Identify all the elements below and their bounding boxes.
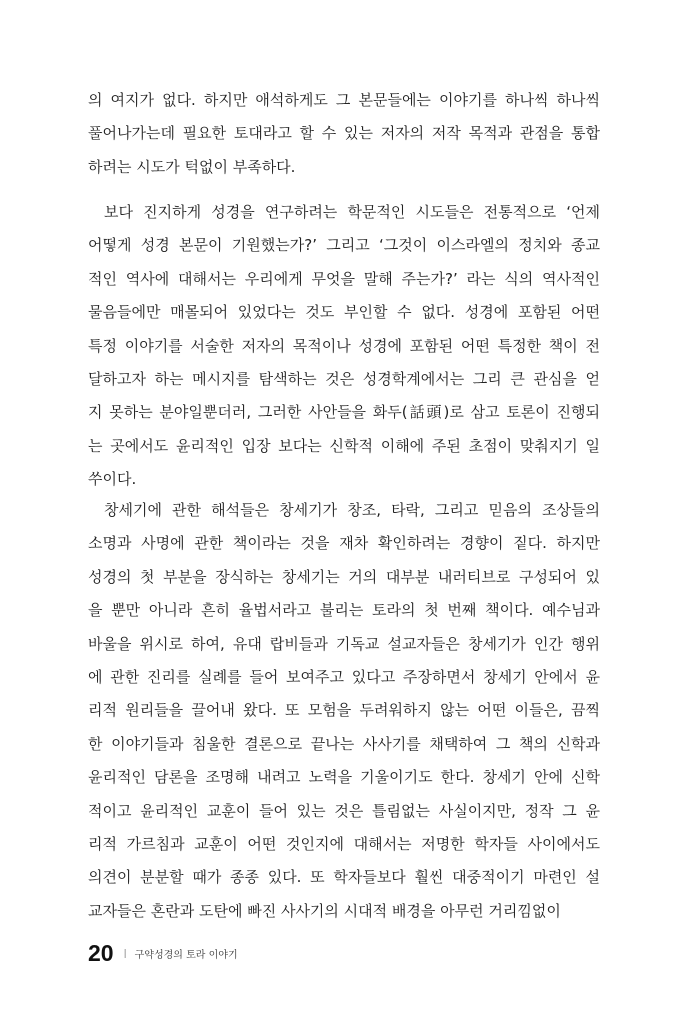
text-line: 쑤이다.	[88, 470, 137, 489]
text-line: 소명과 사명에 관한 책이라는 것을 재차 확인하려는 경향이 짙다. 하지만	[88, 534, 600, 553]
text-line: 교자들은 혼란과 도탄에 빠진 사사기의 시대적 배경을 아무런 거리낌없이	[88, 901, 561, 920]
text-line: 보다 진지하게 성경을 연구하려는 학문적인 시도들은 전통적으로 ‘언제	[104, 203, 600, 221]
text-line: 특정 이야기를 서술한 저자의 목적이나 성경에 포함된 어떤 특정한 책이 전	[88, 336, 600, 355]
text-line: 에 관한 진리를 실례를 들어 보여주고 있다고 주장하면서 창세기 안에서 윤	[88, 667, 600, 686]
text-line: 풀어나가는데 필요한 토대라고 할 수 있는 저자의 저작 목적과 관점을 통합	[88, 124, 600, 143]
text-line: 바울을 위시로 하여, 유대 랍비들과 기독교 설교자들은 창세기가 인간 행위	[88, 634, 600, 653]
running-title: 구약성경의 토라 이야기	[134, 950, 238, 961]
text-line: 달하고자 하는 메시지를 탐색하는 것은 성경학계에서는 그리 큰 관심을 얻	[88, 369, 600, 388]
paragraph-1	[88, 84, 600, 184]
text-line: 는 곳에서도 윤리적인 입장 보다는 신학적 이해에 주된 초점이 맞춰지기 일	[88, 436, 600, 455]
text-line: 을 뿐만 아니라 흔히 율법서라고 불리는 토라의 첫 번째 책이다. 예수님과	[88, 601, 600, 620]
text-line: 물음들에만 매몰되어 있었다는 것도 부인할 수 없다. 성경에 포함된 어떤	[88, 303, 600, 322]
text-line: 적인 역사에 대해서는 우리에게 무엇을 말해 주는가?’ 라는 식의 역사적인	[88, 269, 600, 288]
text-line: 적이고 윤리적인 교훈이 들어 있는 것은 틀림없는 사실이지만, 정작 그 윤	[88, 801, 600, 820]
paragraph-2	[88, 196, 600, 497]
page-number: 20	[88, 940, 114, 966]
text-line: 의견이 분분할 때가 종종 있다. 또 학자들보다 훨씬 대중적이기 마련인 설	[88, 868, 600, 887]
text-line: 의 여지가 없다. 하지만 애석하게도 그 본문들에는 이야기를 하나씩 하나씩	[88, 91, 600, 109]
footer-separator: |	[123, 948, 127, 959]
page-footer	[88, 940, 238, 967]
text-line: 윤리적인 담론을 조명해 내려고 노력을 기울이기도 한다. 창세기 안에 신학	[88, 768, 600, 787]
paragraph-3	[88, 494, 600, 928]
text-line: 어떻게 성경 본문이 기원했는가?’ 그리고 ‘그것이 이스라엘의 정치와 종교	[88, 236, 600, 255]
text-line: 리적 원리들을 끌어내 왔다. 또 모험을 두려워하지 않는 어떤 이들은, 끔찍	[88, 701, 600, 720]
text-line: 한 이야기들과 침울한 결론으로 끝나는 사사기를 채택하여 그 책의 신학과	[88, 734, 600, 753]
text-line: 하려는 시도가 턱없이 부족하다.	[88, 157, 296, 176]
text-line: 리적 가르침과 교훈이 어떤 것인지에 대해서는 저명한 학자들 사이에서도	[88, 834, 600, 853]
text-line: 지 못하는 분야일뿐더러, 그러한 사안들을 화두(話頭)로 삼고 토론이 진행되	[88, 403, 600, 422]
text-line: 성경의 첫 부분을 장식하는 창세기는 거의 대부분 내러티브로 구성되어 있	[88, 567, 600, 586]
text-line: 창세기에 관한 해석들은 창세기가 창조, 타락, 그리고 믿음의 조상들의	[104, 501, 600, 519]
